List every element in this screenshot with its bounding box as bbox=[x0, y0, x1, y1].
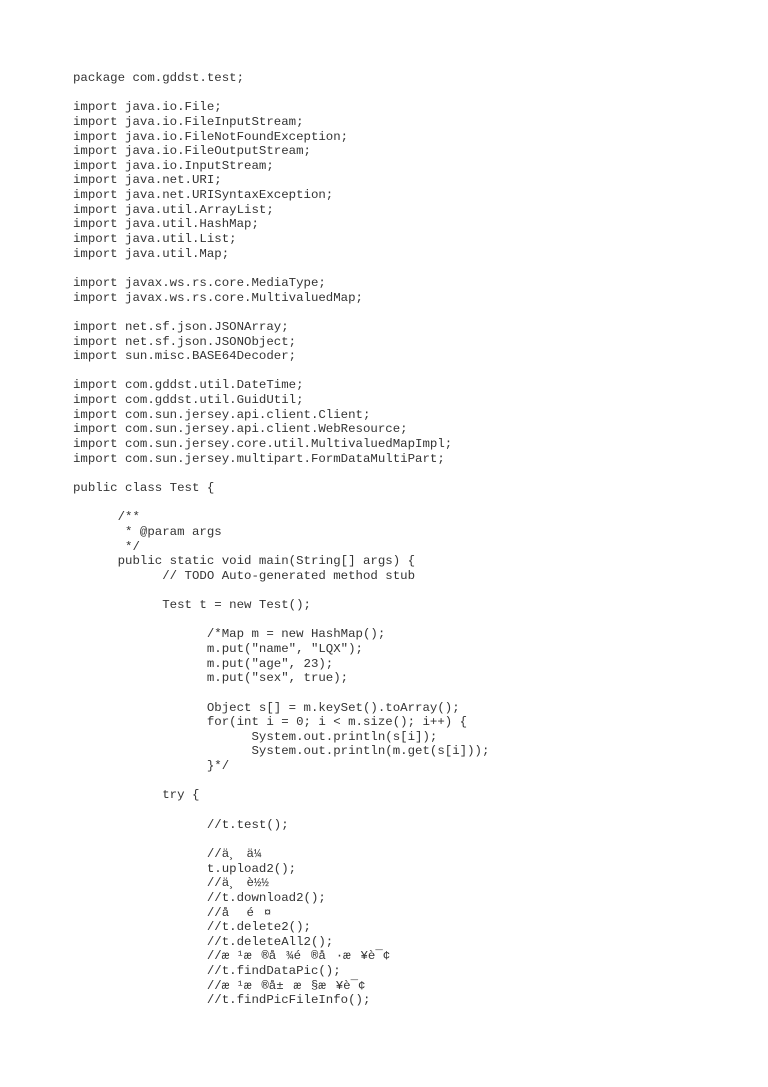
code-line: //t.findDataPic(); bbox=[73, 964, 341, 979]
code-line: Object s[] = m.keySet().toArray(); bbox=[73, 700, 460, 715]
code-line: import java.io.InputStream; bbox=[73, 158, 274, 173]
code-line: }*/ bbox=[73, 759, 230, 774]
code-line: import java.io.FileNotFoundException; bbox=[73, 129, 349, 144]
code-line: import java.util.List; bbox=[73, 232, 237, 247]
code-line: Test t = new Test(); bbox=[73, 598, 311, 613]
code-line: import com.gddst.util.DateTime; bbox=[73, 378, 304, 393]
code-line: // TODO Auto-generated method stub bbox=[73, 568, 416, 583]
code-line: m.put("sex", true); bbox=[73, 671, 349, 686]
code-line: */ bbox=[73, 539, 140, 554]
code-line: import net.sf.json.JSONArray; bbox=[73, 319, 289, 334]
code-line bbox=[73, 261, 489, 276]
code-line: m.put("age", 23); bbox=[73, 656, 334, 671]
code-line bbox=[73, 686, 489, 701]
code-line: import com.sun.jersey.api.client.Client; bbox=[73, 407, 371, 422]
code-line: //t.test(); bbox=[73, 817, 289, 832]
code-line: //t.delete2(); bbox=[73, 920, 311, 935]
code-line: //ä¸è½½ bbox=[73, 876, 269, 891]
code-line: //t.deleteAll2(); bbox=[73, 934, 334, 949]
code-listing bbox=[73, 71, 489, 1008]
code-line: public class Test { bbox=[73, 480, 215, 495]
code-line: import java.io.FileOutputStream; bbox=[73, 144, 311, 159]
code-line: System.out.println(m.get(s[i])); bbox=[73, 744, 490, 759]
code-line bbox=[73, 613, 489, 628]
code-line: import com.sun.jersey.core.util.MultivaluedMapImpl; bbox=[73, 437, 453, 452]
code-line: /** bbox=[73, 510, 140, 525]
code-line: import net.sf.json.JSONObject; bbox=[73, 334, 297, 349]
code-line: /*Map m = new HashMap(); bbox=[73, 627, 386, 642]
code-line: import java.io.FileInputStream; bbox=[73, 114, 304, 129]
code-line: try { bbox=[73, 788, 200, 803]
code-line bbox=[73, 803, 489, 818]
code-line: import java.net.URI; bbox=[73, 173, 222, 188]
code-line: //æ ¹æ®å¾é®å·æ¥è¯¢ bbox=[73, 949, 391, 964]
code-line bbox=[73, 774, 489, 789]
code-line: m.put("name", "LQX"); bbox=[73, 641, 363, 656]
code-line: //t.findPicFileInfo(); bbox=[73, 993, 371, 1008]
code-line bbox=[73, 466, 489, 481]
code-line bbox=[73, 86, 489, 101]
code-line: import java.util.Map; bbox=[73, 246, 230, 261]
code-line: import javax.ws.rs.core.MediaType; bbox=[73, 275, 326, 290]
code-line: import java.io.File; bbox=[73, 100, 222, 115]
code-line: import com.gddst.util.GuidUtil; bbox=[73, 393, 304, 408]
code-line: import sun.misc.BASE64Decoder; bbox=[73, 349, 297, 364]
code-line: //ä¸ä¼ bbox=[73, 846, 262, 861]
code-line: t.upload2(); bbox=[73, 861, 297, 876]
code-line: System.out.println(s[i]); bbox=[73, 729, 438, 744]
code-line: import java.util.HashMap; bbox=[73, 217, 259, 232]
code-line: import javax.ws.rs.core.MultivaluedMap; bbox=[73, 290, 363, 305]
code-line bbox=[73, 832, 489, 847]
code-line: * @param args bbox=[73, 524, 222, 539]
code-line bbox=[73, 583, 489, 598]
code-line: package com.gddst.test; bbox=[73, 71, 245, 85]
code-line: //æ ¹æ®å±æ§æ¥è¯¢ bbox=[73, 978, 366, 993]
code-line bbox=[73, 364, 489, 379]
code-line: import com.sun.jersey.api.client.WebResource; bbox=[73, 422, 408, 437]
code-line: public static void main(String[] args) { bbox=[73, 554, 416, 569]
code-line: //t.download2(); bbox=[73, 890, 326, 905]
code-line: import com.sun.jersey.multipart.FormDataMultiPart; bbox=[73, 451, 445, 466]
code-line bbox=[73, 305, 489, 320]
code-line bbox=[73, 496, 489, 511]
code-line: //å é¤ bbox=[73, 905, 272, 920]
code-line: for(int i = 0; i < m.size(); i++) { bbox=[73, 715, 468, 730]
code-line: import java.util.ArrayList; bbox=[73, 202, 274, 217]
code-line: import java.net.URISyntaxException; bbox=[73, 188, 334, 203]
